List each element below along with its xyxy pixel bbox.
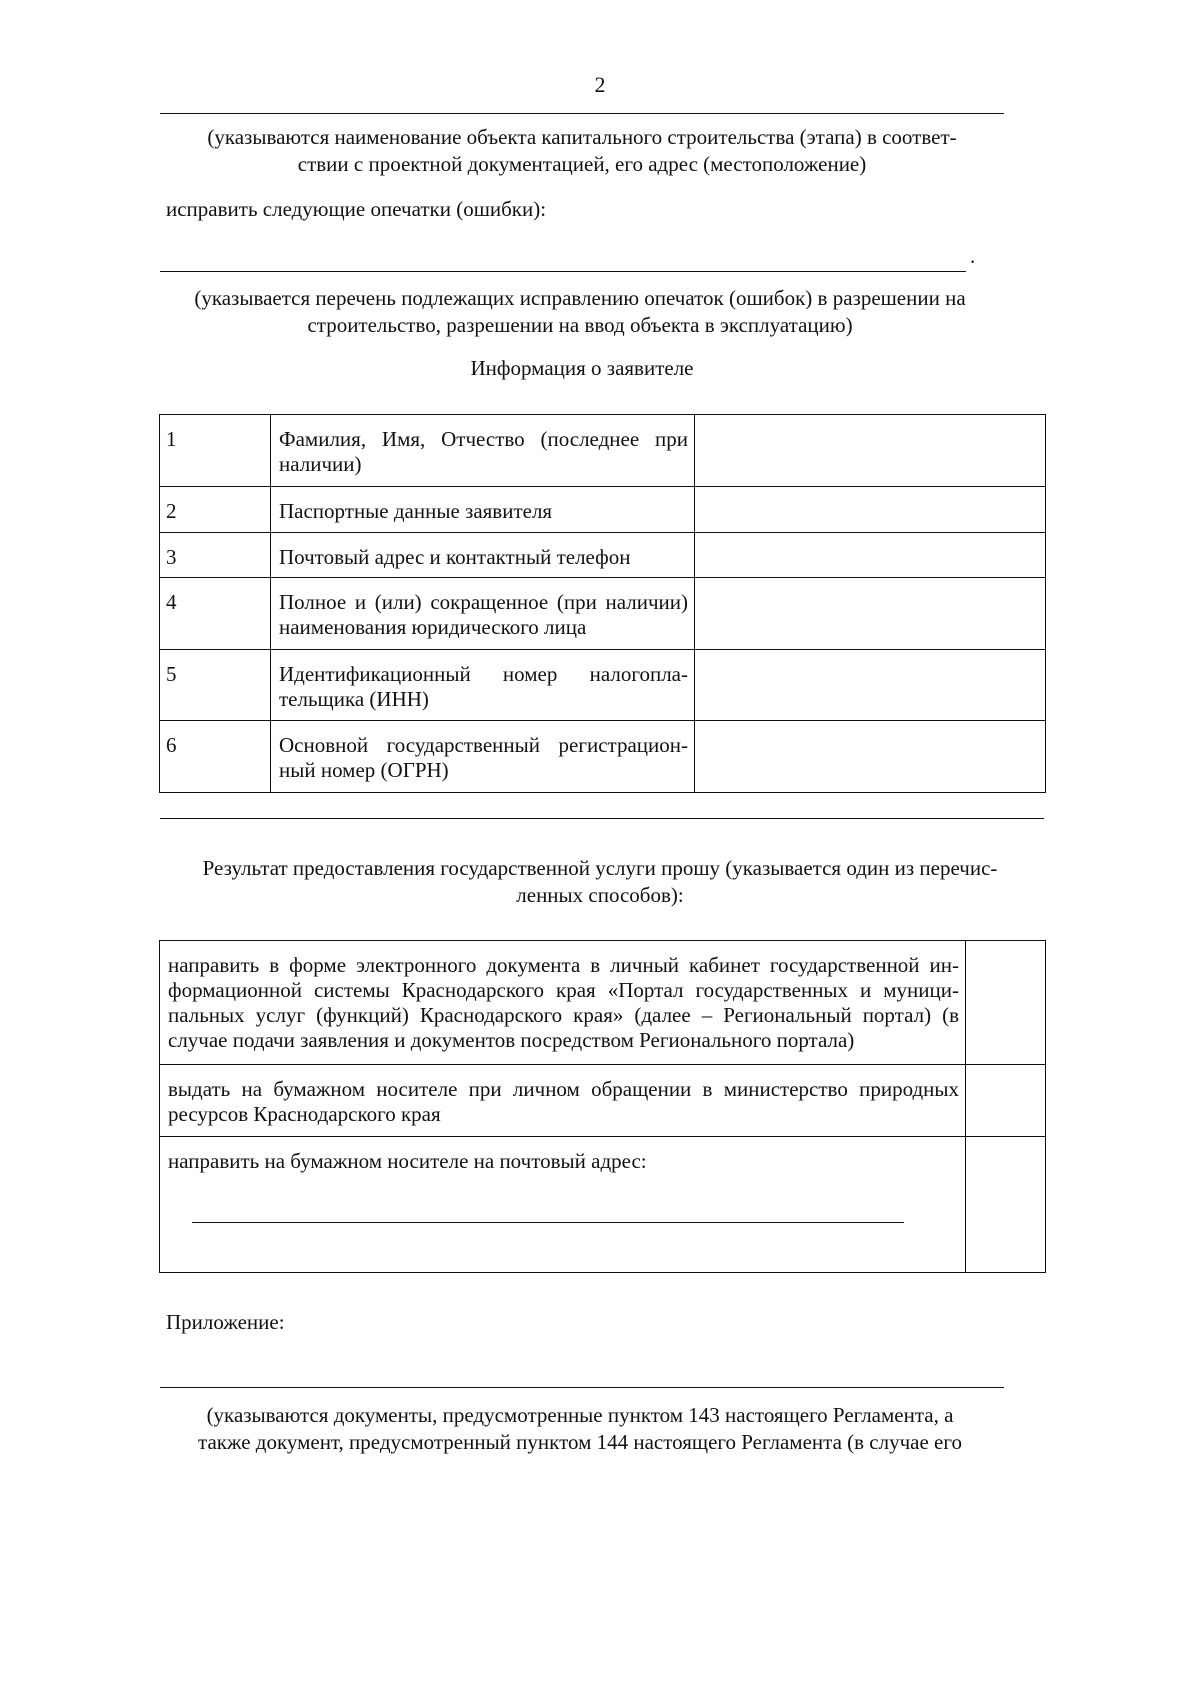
row-number: 2 [160, 487, 271, 533]
option-checkbox[interactable] [966, 1137, 1046, 1273]
attachment-line [160, 1387, 1004, 1388]
table-row [160, 578, 1046, 650]
postal-address-line[interactable] [192, 1222, 904, 1223]
result-intro-line1: Результат предоставления государственной услуги прошу (указывается один из перечис- [202, 856, 998, 880]
table-row [160, 1137, 1046, 1273]
row-label: Полное и (или) сокращенное (при наличии) наименования юридического лица [271, 578, 695, 650]
row-number: 5 [160, 650, 271, 721]
option-checkbox[interactable] [966, 1065, 1046, 1137]
option-checkbox[interactable] [966, 941, 1046, 1065]
object-caption-line2: ствии с проектной документацией, его адрес (местоположение) [297, 152, 867, 176]
row-value-field[interactable] [695, 487, 1046, 533]
row-number: 6 [160, 721, 271, 793]
table-row [160, 650, 1046, 721]
option-text: выдать на бумажном носителе при личном обращении в министерство природных ресурсов Краснодарского края [160, 1065, 966, 1137]
row-label: Почтовый адрес и контактный телефон [271, 533, 695, 578]
result-intro-line2: ленных способов): [516, 883, 684, 907]
errors-caption [140, 285, 1020, 339]
row-label: Основной государственный регистрацион-ный номер (ОГРН) [271, 721, 695, 793]
errors-caption-line2: строительство, разрешении на ввод объекта в эксплуатацию) [307, 313, 853, 337]
object-caption [160, 124, 1004, 178]
attachment-label: Приложение: [166, 1310, 285, 1334]
separator-line [160, 818, 1044, 819]
option-postal-label: направить на бумажном носителе на почтовый адрес: [168, 1149, 647, 1173]
table-row [160, 1065, 1046, 1137]
applicant-table [159, 414, 1046, 793]
option-text: направить в форме электронного документа в личный кабинет государственной ин-формационной системы Краснодарского края «Портал государственных и муници-пальных услуг (функций) Краснодарского края» (далее – Региональный портал) (в случае подачи заявления и документов посредством Регионального портала) [160, 941, 966, 1065]
result-intro [140, 855, 1060, 909]
table-row [160, 415, 1046, 487]
row-number: 1 [160, 415, 271, 487]
object-caption-line1: (указываются наименование объекта капитального строительства (этапа) в соответ- [207, 125, 957, 149]
row-number: 4 [160, 578, 271, 650]
option-text [160, 1137, 966, 1273]
applicant-heading: Информация о заявителе [470, 356, 694, 380]
table-row [160, 487, 1046, 533]
row-label: Фамилия, Имя, Отчество (последнее при наличии) [271, 415, 695, 487]
attachment-caption [140, 1402, 1020, 1456]
row-number: 3 [160, 533, 271, 578]
row-value-field[interactable] [695, 721, 1046, 793]
table-row [160, 533, 1046, 578]
row-value-field[interactable] [695, 415, 1046, 487]
correction-label: исправить следующие опечатки (ошибки): [166, 197, 547, 221]
table-row [160, 721, 1046, 793]
errors-line-end: . [970, 244, 976, 268]
delivery-options-table [159, 940, 1046, 1273]
row-value-field[interactable] [695, 650, 1046, 721]
row-label: Идентификационный номер налогопла-тельщика (ИНН) [271, 650, 695, 721]
errors-line [160, 271, 966, 272]
attachment-caption-line2: также документ, предусмотренный пунктом 144 настоящего Регламента (в случае его [198, 1430, 962, 1454]
table-row [160, 941, 1046, 1065]
object-name-line [160, 113, 1004, 114]
row-label: Паспортные данные заявителя [271, 487, 695, 533]
row-value-field[interactable] [695, 533, 1046, 578]
row-value-field[interactable] [695, 578, 1046, 650]
attachment-caption-line1: (указываются документы, предусмотренные пунктом 143 настоящего Регламента, а [206, 1403, 954, 1427]
errors-caption-line1: (указывается перечень подлежащих исправлению опечаток (ошибок) в разрешении на [194, 286, 966, 310]
page-number: 2 [594, 72, 606, 97]
